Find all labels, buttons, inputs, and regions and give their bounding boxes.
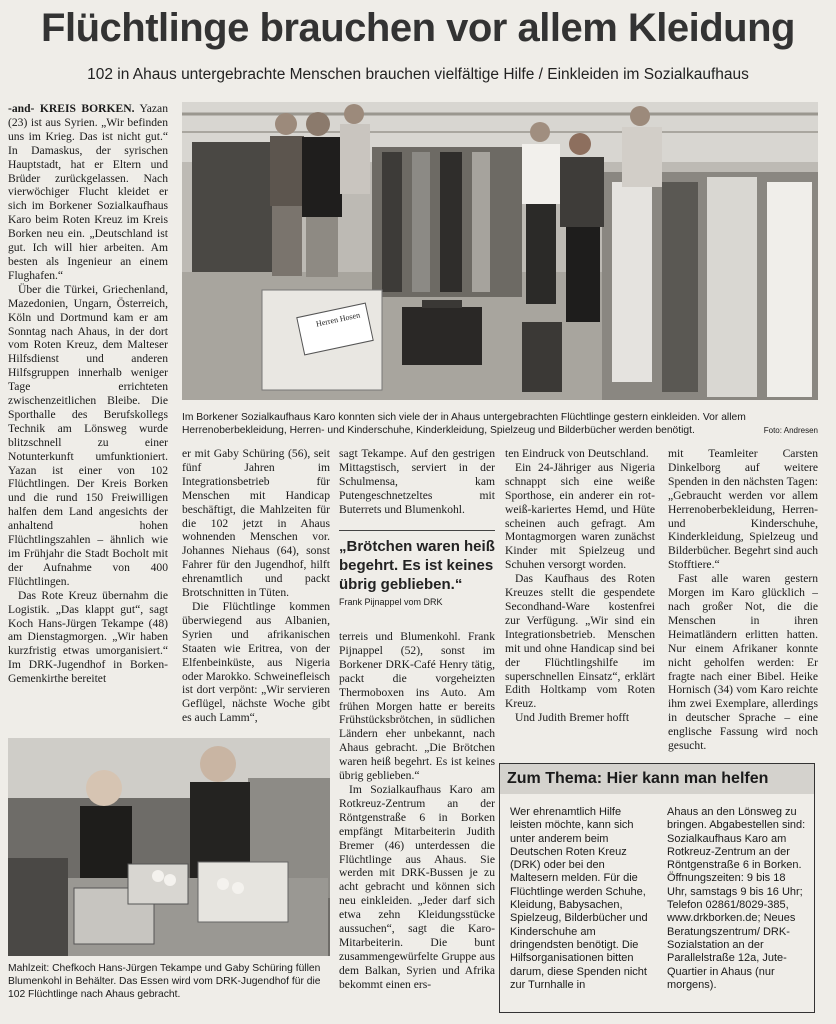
paragraph: Über die Türkei, Griechenland, Mazedonien, Ungarn, Österreich, Köln und Dortmund kam er am Sonntag nach Ahaus, in der dort vom Roten Kreuz, dem Malteser Hilfsdienst und anderen Hilfsgruppen innerhalb weniger Tage errichteten zwischenzeitlichen Bleibe. Die Sporthalle des Berufskollegs Technik am Lönsweg wurde blitzschnell zu einer Notunterkunft umfunktioniert. Yazan ist einer von 102 Flüchtlingen. Der Kreis Borken und die rund 150 Freiwilligen halfen dem Land angesichts der anhaltend hohen Flüchtlingszahlen – ähnlich wie im Frühjahr die Stadt Bocholt mit der Aufnahme von 400 Flüchtlingen. xyxy=(8,282,168,588)
subheadline: 102 in Ahaus untergebrachte Menschen brauchen vielfältige Hilfe / Einkleiden im Sozialkaufhaus xyxy=(87,66,749,83)
paragraph: Das Kaufhaus des Roten Kreuzes stellt die gespendete Secondhand-Ware kostenfrei zur Verfügung. „Wir sind ein Integrationsbetrieb. Menschen mit und ohne Handicap sind bei der Flüchtlingshilfe im superschnellen Einsatz“, erklärt Edith Holtkamp vom Roten Kreuz. xyxy=(505,572,655,711)
paragraph-text: Yazan (23) ist aus Syrien. „Wir befinden uns im Krieg. Das ist nicht gut.“ In Damaskus, der syrischen Hauptstadt, hat er Eltern und Brüder zurückgelassen. Nach vierwöchiger Flucht kleidet er sich im Borkener Sozialkaufhaus Karo beim Roten Kreuz im Kreis Borken neu ein. „Deutschland ist gut. Ich will hier arbeiten. Am besten als Ingenieur an einem Flughafen.“ xyxy=(8,102,168,282)
dateline: -and- KREIS BORKEN. xyxy=(8,102,135,115)
info-box-left-column: Wer ehrenamtlich Hilfe leisten möchte, kann sich unter anderem beim Deutschen Roten Kreuz (DRK) oder bei den Maltesern melden. Für die Flüchtlinge werden Schuhe, Kleidung, Babysachen, Spielzeug, Bilderbücher und Kinderschuhe am dringendsten benötigt. Die Hilfsorganisationen bitten darum, diese Spenden nicht zur Turnhalle in xyxy=(510,806,648,991)
box-sign-label: Herren Hosen xyxy=(315,310,361,329)
main-photo xyxy=(182,102,818,400)
paragraph: Und Judith Bremer hofft xyxy=(515,711,630,725)
kitchen-scene xyxy=(8,738,330,956)
clothing-store-photo xyxy=(182,102,818,400)
paragraph: Das Rote Kreuz übernahm die Logistik. „Das klappt gut“, sagt Koch Hans-Jürgen Tekampe (48) am Dienstagmorgen. „Wir haben kurzfristig etwas umorganisiert.“ Im DRK-Jugendhof in Borken-Gemenkirthe bereitet xyxy=(8,588,168,686)
info-box xyxy=(499,763,815,1013)
paragraph: ten Eindruck von Deutschland. xyxy=(505,447,649,460)
pull-quote xyxy=(339,530,495,607)
article-column-1 xyxy=(8,102,168,752)
article-column-3-top xyxy=(339,447,495,517)
pull-quote-source: Frank Pijnappel vom DRK xyxy=(339,597,443,607)
info-box-right-column: Ahaus an den Lönsweg zu bringen. Abgabestellen sind: Sozialkaufhaus Karo am Rotkreuz-Zentrum an der Röntgenstraße 6 in Borken. Öffnungszeiten: 9 bis 18 Uhr, samstags 9 bis 16 Uhr; Telefon 02861/8029-385, www.drkborken.de; Neues Beratungszentrum/ DRK-Sozialstation an der Parallelstraße 12a, Jute-Quartier in Ahaus (nur morgens). xyxy=(667,806,806,991)
kitchen-photo-caption: Mahlzeit: Chefkoch Hans-Jürgen Tekampe und Gaby Schüring füllen Blumenkohl in Behälter. Das Essen wird vom DRK-Jugendhof für die 102 Flüchtlinge nach Ahaus gebracht. xyxy=(8,963,321,1000)
paragraph: mit Teamleiter Carsten Dinkelborg auf weitere Spenden in den nächsten Tagen: „Gebraucht werden vor allem Herrenoberbekleidung, Herren- und Kinderschuhe, Kinderkleidung, Spielzeug und Bilderbücher. Begehrt sind auch Stofftiere.“ xyxy=(668,447,818,572)
paragraph: sagt Tekampe. Auf den gestrigen Mittagstisch, serviert in der Schulmensa, kam Putengeschnetzeltes mit Buterrets und Blumenkohl. xyxy=(339,447,495,516)
headline: Flüchtlinge brauchen vor allem Kleidung xyxy=(41,6,795,50)
article-column-2 xyxy=(182,447,330,739)
paragraph: Die Flüchtlinge kommen überwiegend aus Albanien, Syrien und afrikanischen Staaten wie Eritrea, von der Elfenbeinküste, aus Nigeria oder Marokko. Schweinefleisch ist dort verpönt: „Wir servieren Geflügel, nächste Woche gibt es auch Lamm“, xyxy=(182,599,330,725)
photo-credit: Foto: Andresen xyxy=(763,426,818,435)
main-photo-caption xyxy=(182,411,818,437)
caption-text: Im Borkener Sozialkaufhaus Karo konnten sich viele der in Ahaus untergebrachten Flüchtlinge gestern einkleiden. Vor allem Herrenoberbekleidung, Herren- und Kinderschuhe, Kinderkleidung, Spielzeug und Bilderbücher werden benötigt. xyxy=(182,412,746,436)
paragraph: Ein 24-Jähriger aus Nigeria schnappt sich eine weiße Sporthose, ein anderer ein rot-weiß-kariertes Hemd, und Hüte scheinen auch gefragt. Am Montagmorgen waren zunächst Kinder mit Spielzeug und Schuhen versorgt worden. xyxy=(505,460,655,572)
paragraph xyxy=(8,102,168,283)
article-column-3-bottom xyxy=(339,630,495,1015)
paragraph: terreis und Blumenkohl. Frank Pijnappel (52), sonst im Borkener DRK-Café Henry tätig, packt die vorgeheizten Thermoboxen ins Auto. Am frühen Morgen hatte er bereits Frühstücksbrötchen, in südlichen Ländern eher unbekannt, nach Ahaus gebracht. „Die Brötchen waren heiß begehrt. Es ist keines übrig geblieben.“ xyxy=(339,630,495,783)
paragraph: Fast alle waren gestern Morgen im Karo glücklich – nach großer Not, die die Menschen in ihren Heimatländern erlitten hatten. Nur einem Afrikaner konnte nicht geholfen werden: Er fragte nach einer Bibel. Heike Hornisch (34) vom Karo reichte ihm zwei Exemplare, allerdings in deutscher Sprache – eine englische Fassung wird noch gesucht. xyxy=(668,572,818,753)
article-column-5 xyxy=(668,447,818,757)
kitchen-photo xyxy=(8,738,330,956)
pull-quote-text: „Brötchen waren heiß begehrt. Es ist keines übrig geblieben.“ xyxy=(339,538,495,593)
info-box-title: Zum Thema: Hier kann man helfen xyxy=(500,764,814,794)
article-column-4 xyxy=(505,447,655,757)
paragraph: er mit Gaby Schüring (56), seit fünf Jahren im Integrationsbetrieb für Menschen mit Handicap beschäftigt, die Mahlzeiten für die 102 jetzt in Ahaus wohnenden Menschen vor. Johannes Niehaus (64), sonst Fahrer für den Jugendhof, hilft ehrenamtlich und packt Brotschnitten in Tüten. xyxy=(182,447,330,600)
paragraph: Im Sozialkaufhaus Karo am Rotkreuz-Zentrum an der Röntgenstraße 6 in Borken empfängt Mitarbeiterin Judith Bremer (46) unterdessen die Flüchtlinge aus Ahaus. Sie werden mit DRK-Bussen je zu acht gebracht und können sich neu einkleiden. „Jeder darf sich etwa zehn Kleidungsstücke aussuchen“, sagt die Karo-Mitarbeiterin. Die bunt zusammengewürfelte Gruppe aus dem Balkan, Syrien und Afrika bekommt einen ers- xyxy=(339,782,495,991)
